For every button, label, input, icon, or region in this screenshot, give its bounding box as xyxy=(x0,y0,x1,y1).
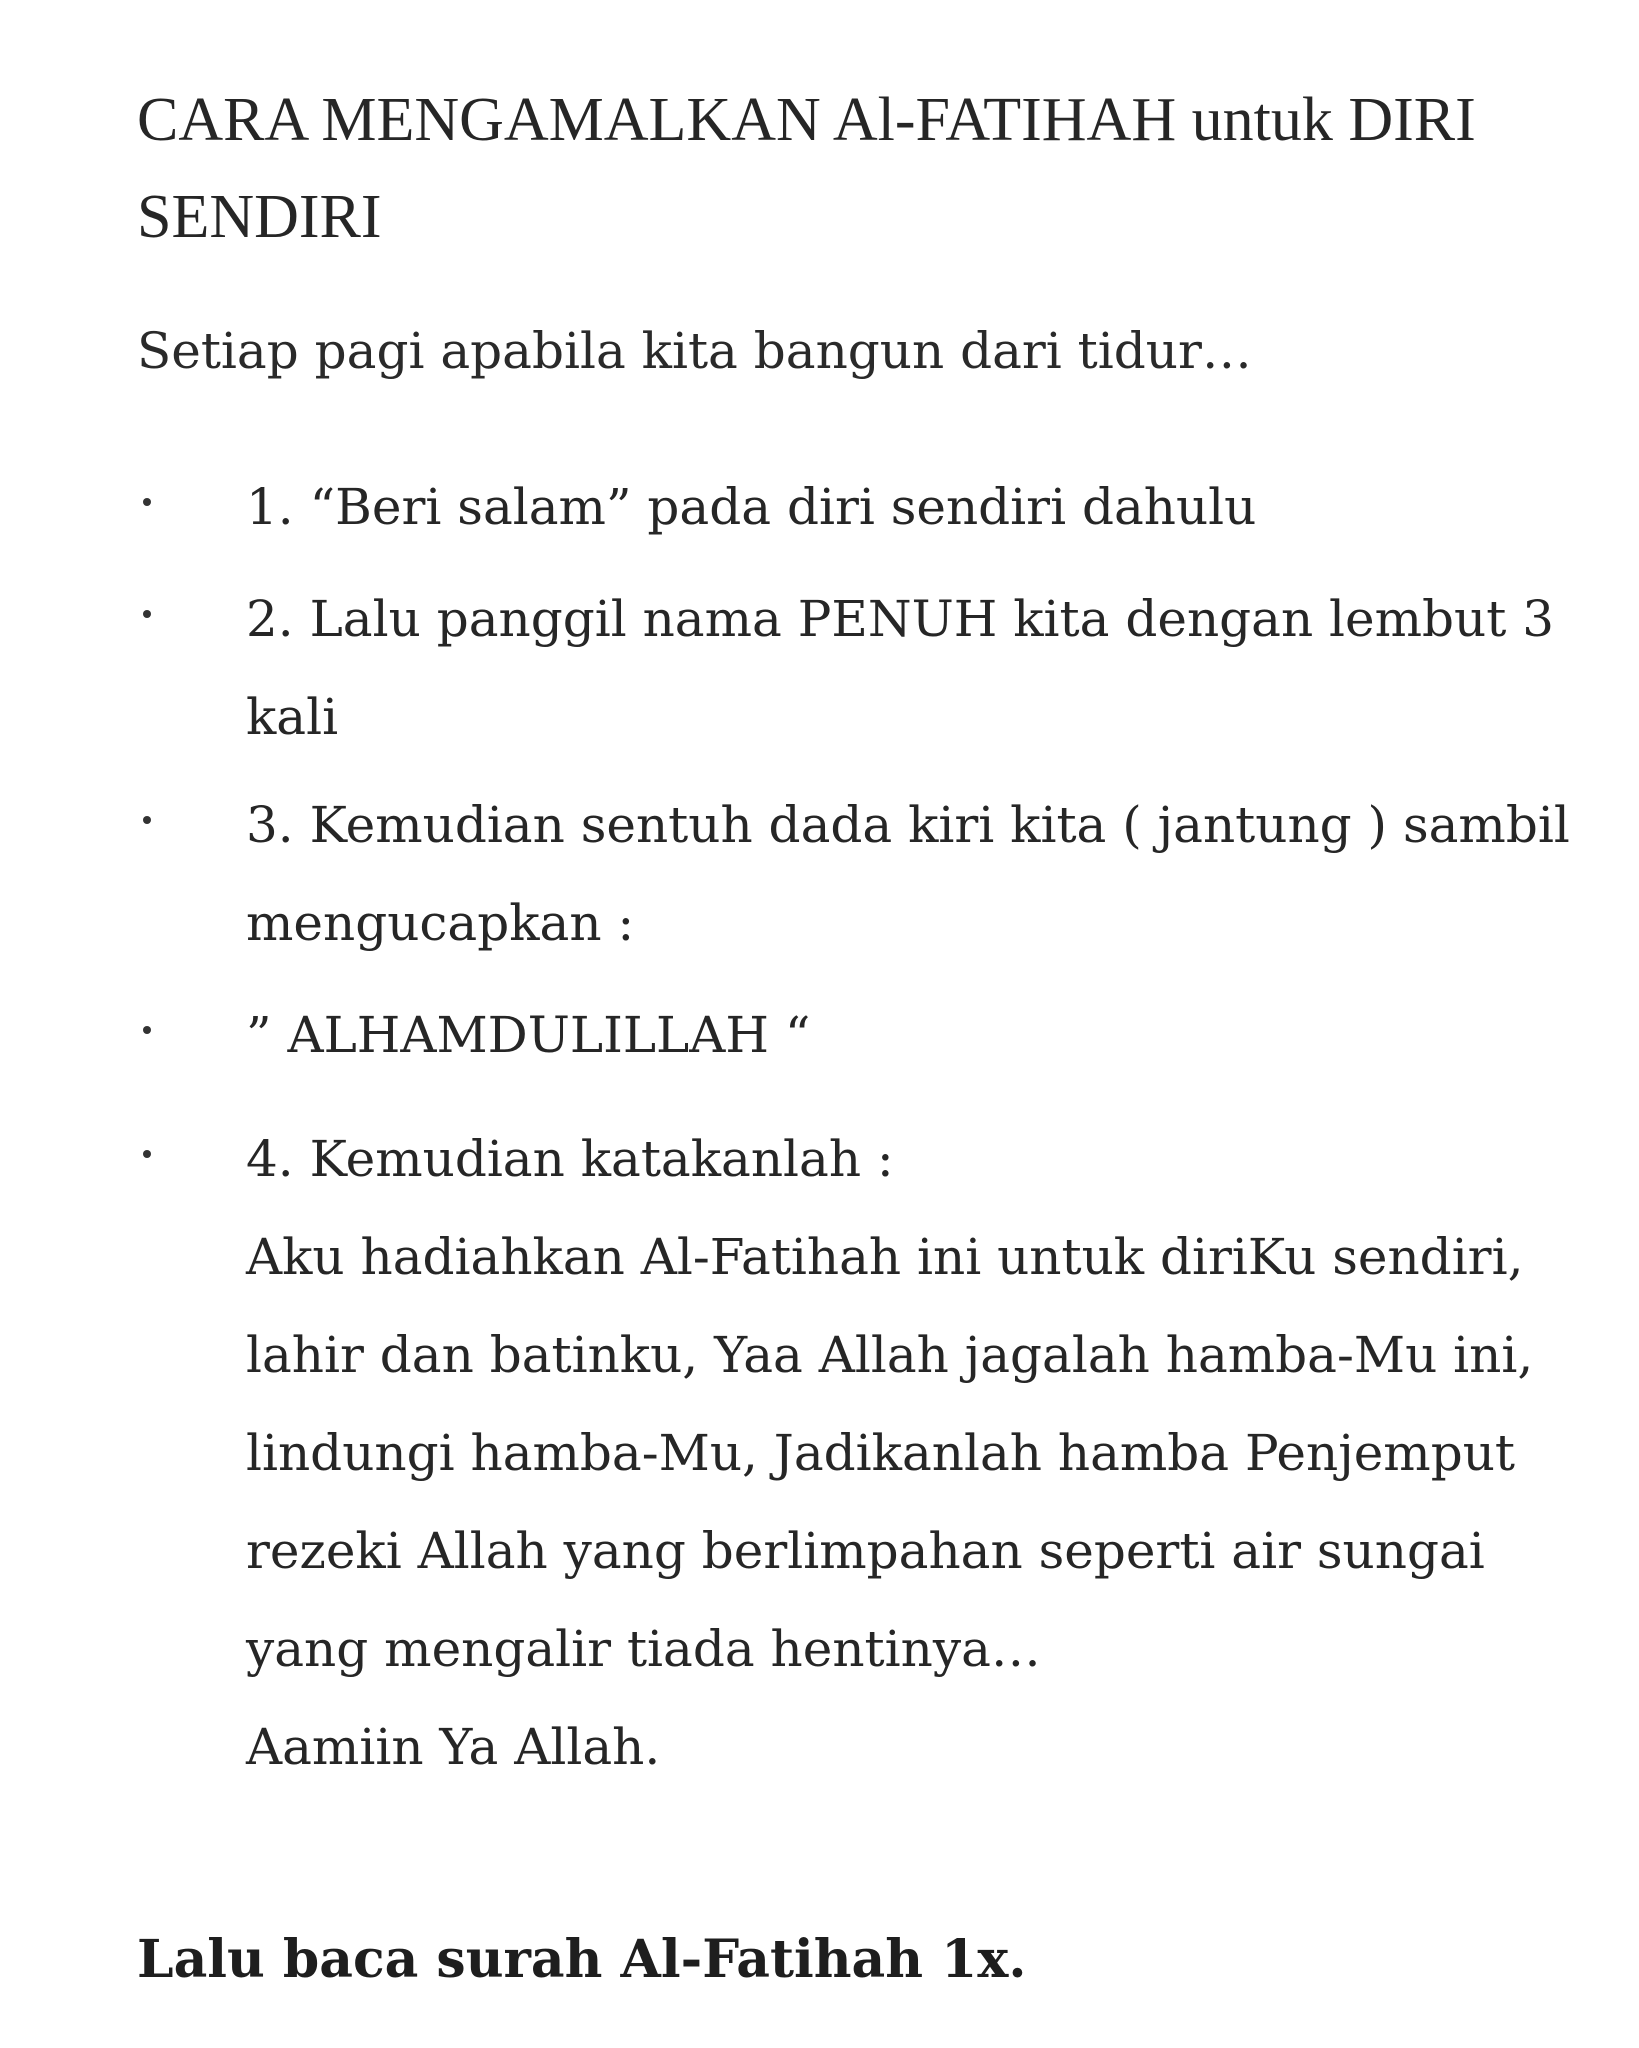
bullet-icon xyxy=(143,1150,151,1158)
list-item-text: 1. “Beri salam” pada diri sendiri dahulu xyxy=(246,478,1257,536)
list-item xyxy=(0,1110,1639,1796)
intro-text: Setiap pagi apabila kita bangun dari tidur… xyxy=(137,322,1252,380)
instruction-list xyxy=(0,458,1639,1796)
bullet-icon xyxy=(143,816,151,824)
document-title: CARA MENGAMALKAN Al-FATIHAH untuk DIRI SENDIRI xyxy=(137,86,1476,251)
list-item xyxy=(0,458,1639,556)
list-item xyxy=(0,570,1639,766)
bullet-icon xyxy=(143,610,151,618)
closing-instruction: Lalu baca surah Al-Fatihah 1x. xyxy=(137,1929,1027,1990)
list-item-text: 3. Kemudian sentuh dada kiri kita ( jantung ) sambil mengucapkan : xyxy=(246,796,1570,952)
list-item-text: 4. Kemudian katakanlah : Aku hadiahkan Al-Fatihah ini untuk diriKu sendiri, lahir dan batinku, Yaa Allah jagalah hamba-Mu ini, lindungi hamba-Mu, Jadikanlah hamba Penjemput rezeki Allah yang berlimpahan seperti air sungai yang mengalir tiada hentinya… Aamiin Ya Allah. xyxy=(246,1130,1534,1776)
list-item-text: 2. Lalu panggil nama PENUH kita dengan lembut 3 kali xyxy=(246,590,1555,746)
list-item xyxy=(0,986,1639,1084)
list-item xyxy=(0,776,1639,972)
bullet-icon xyxy=(143,498,151,506)
list-item-text: ” ALHAMDULILLAH “ xyxy=(246,1006,811,1064)
bullet-icon xyxy=(143,1026,151,1034)
